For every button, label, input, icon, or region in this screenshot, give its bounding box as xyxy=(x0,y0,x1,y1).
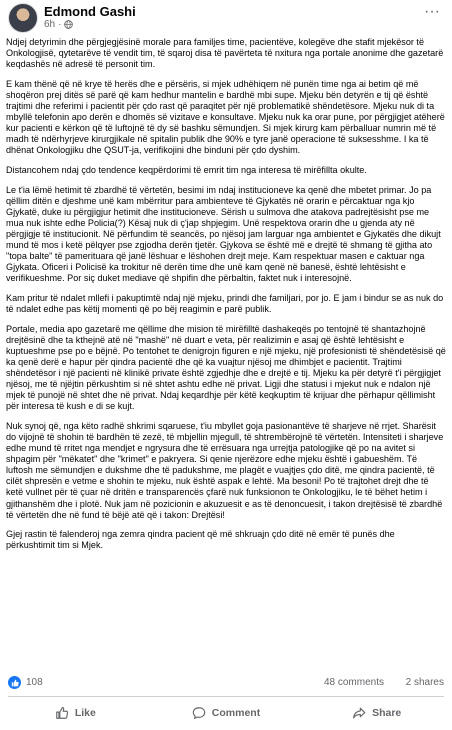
post-paragraph: Ndjej detyrimin dhe përgjegjësinë morale para familjes time, pacientëve, kolegëve dhe stafit mjekësor të Onkologjisë, qytetarëve të vendit tim, të sqaroj disa të pavërteta të nxitura nga portale anonime dhe gazetarë keqdashës në adresë të personit tim. xyxy=(6,37,444,70)
post-paragraph: Gjej rastin të falenderoj nga zemra qindra pacient që më shkruajn çdo ditë në emër të punës dhe përkushtimit tim si Mjek. xyxy=(6,529,395,551)
like-label: Like xyxy=(74,707,96,719)
post-time[interactable]: 6h xyxy=(44,19,56,30)
comment-icon xyxy=(192,706,206,720)
author-avatar[interactable] xyxy=(8,3,38,33)
post-paragraph: Kam pritur të ndalet mllefi i pakuptimtë ndaj një mjeku, prindi dhe familjari, por jo. E jam i bindur se as nuk do të ndalet edhe pas këtij momenti që po bëj reagimin e parë publik. xyxy=(6,293,444,315)
post-paragraph: E kam thënë që në krye të herës dhe e përsëris, si mjek udhëhiqem në punën time nga ai betim që më shoqëron prej ditës së parë që kam hedhur mantelin e bardhë mbi supe. Mjeku bën detyrën e tij që është trajtimi dhe referimi i pacientit për çdo rast që paraqitet për një problematikë shëndetësore. Mjeku nuk di ta mbyllë telefonin apo derën e dhomës së vizitave e konsultave. Mjeku nuk ka orar pune, por përgjigjet atëherë kur pacienti e kërkon që të luftojnë të dy së bashku sëmundjen. Si mjek kirurg kam përballuar numrin më të madh të ndërhyrjeve kirurgjikale në spitalin publik dhe 90% e tyre janë operacione të suksesshme. I ka të dhënat Onkologjiku dhe QSUT-ja, verifikojini dhe binduni për çdo dyshim. xyxy=(6,78,445,156)
author-name[interactable]: Edmond Gashi xyxy=(44,4,136,19)
share-icon xyxy=(352,706,366,720)
post-meta xyxy=(44,19,73,30)
share-label: Share xyxy=(372,707,402,719)
post-paragraph: Portale, media apo gazetarë me qëllime dhe mision të mirëfilltë dashakeqës po tentojnë të shantazhojnë drejtësinë dhe ta kthejnë atë në "mashë" në duart e veta, për realizimin e asaj që është lehtësisht e kuptueshme pse po e bëjnë. Po tentohet te denigrojn figuren e një mjeku, një profesionisti të shëndetësisë që ka qenë derë e hapur për qindra pacientë dhe që ka vuajtur njësoj me dhimbjet e pacientit. Trajtimi shëndetësor i një pacienti në klinikë private është zgjedhje dhe e drejtë e tij. Mjeku ka për detyrë t'i përgjigjet njësoj, me të njëjtin përkushtim si në shtet ashtu edhe në privat. Ligji dhe statusi i mjekut nuk e ndalon një mjek të punojë në shtet dhe në privat. Ndaj keqardhje për këtë keqkuptim të krijuar dhe përhapur qëllimisht për interesa të kush e di se kujt. xyxy=(6,324,446,412)
shares-count[interactable]: 2 shares xyxy=(405,677,444,688)
divider xyxy=(8,696,444,697)
more-options-icon[interactable]: ··· xyxy=(424,3,440,20)
post-paragraph: Distancohem ndaj çdo tendence keqpërdorimi të emrit tim nga interesa të mirëfillta okulte. xyxy=(6,165,367,176)
thumbs-up-icon xyxy=(55,706,69,720)
comment-label: Comment xyxy=(211,707,261,719)
comment-button[interactable] xyxy=(151,699,302,727)
post-paragraph: Le t'ia lëmë hetimit të zbardhë të vërtetën, besimi im ndaj institucioneve ka qenë dhe mbetet primar. Jo pa qëllim ditën e djeshme unë kam mbërritur para ambienteve të Gjykatës në orarin e përcaktuar nga kjo Gjykatë, duke iu përgjigjur hetimit dhe institucioneve. Sërish u sulmova dhe atakova padrejtësisht pse me mua nuk ishte edhe Policia(?) Kësaj nuk di ç'jap shpjegim. Unë respektova orarin dhe u gjenda aty në përgjigje të institucionit. Në përfundim të seancës, po njësoj jam larguar nga ambientet e Gjykatës dhe dikujt mund të mos i ketë pëlqyer pse zgjodha derën tjetër. Gjykova se është më e drejtë të shmang të gjitha ato "topa balte" të pamerituara që janë lëshuar e lëshohen drejt meje. Kam respektuar masen e caktuar nga Gjykata. Oficeri i Policisë ka trokitur në derën time dhe unë kam qenë në banesë, është lehtësisht e verifikueshme. Por siç duket mediave që shpifin dhe përbaltin, faktet nuk i interesojnë. xyxy=(6,184,441,284)
reaction-bar xyxy=(8,675,444,691)
post-header xyxy=(8,3,444,33)
globe-icon xyxy=(64,20,73,29)
reaction-count[interactable]: 108 xyxy=(26,677,43,688)
post-paragraph: Nuk synoj që, nga këto radhë shkrimi sqaruese, t'iu mbyllet goja pasionantëve të sharjeve në rrjet. Sharësit do vijojnë të shohin të bardhën të zezë, të mbjellin mjegull, të shtrembërojnë të vërtetën. Intensiteti i sharjeve edhe mund të rritet nga mendjet e ngrysura dhe të errësuara nga urrejtja patologjike që po na avitet si shpagim për "mëkatet" dhe "krimet" e pakryera. Si qenie njerëzore edhe mjeku është i gabueshëm. Të luftosh me sëmundjen e dukshme dhe të padukshme, me plagët e vuajtjes çdo ditë, me qindra pacientë, të cilët shpresën e vetme e shohin te mjeku, nuk është aspak e lehtë. Ma besoni! Po të trajtohet drejt dhe të ketë vullnet për të çuar në dritën e transparencës çfarë nuk funksionon te Onkologjiku, le të bëhet hetim i gjithanshëm dhe i plotë. Nuk jam në pozicionin e akuzuesit e as të denoncuesit, i takon drejtësisë të zbardhë të vërtetën dhe në fund të bëjë atë që i takon: Drejtësi! xyxy=(6,421,444,520)
like-reaction-icon[interactable] xyxy=(8,676,21,689)
share-button[interactable] xyxy=(301,699,452,727)
post-body xyxy=(6,37,446,560)
like-button[interactable] xyxy=(0,699,151,727)
comments-count[interactable]: 48 comments xyxy=(323,677,384,688)
meta-separator: · xyxy=(58,19,62,30)
action-bar xyxy=(0,699,452,727)
